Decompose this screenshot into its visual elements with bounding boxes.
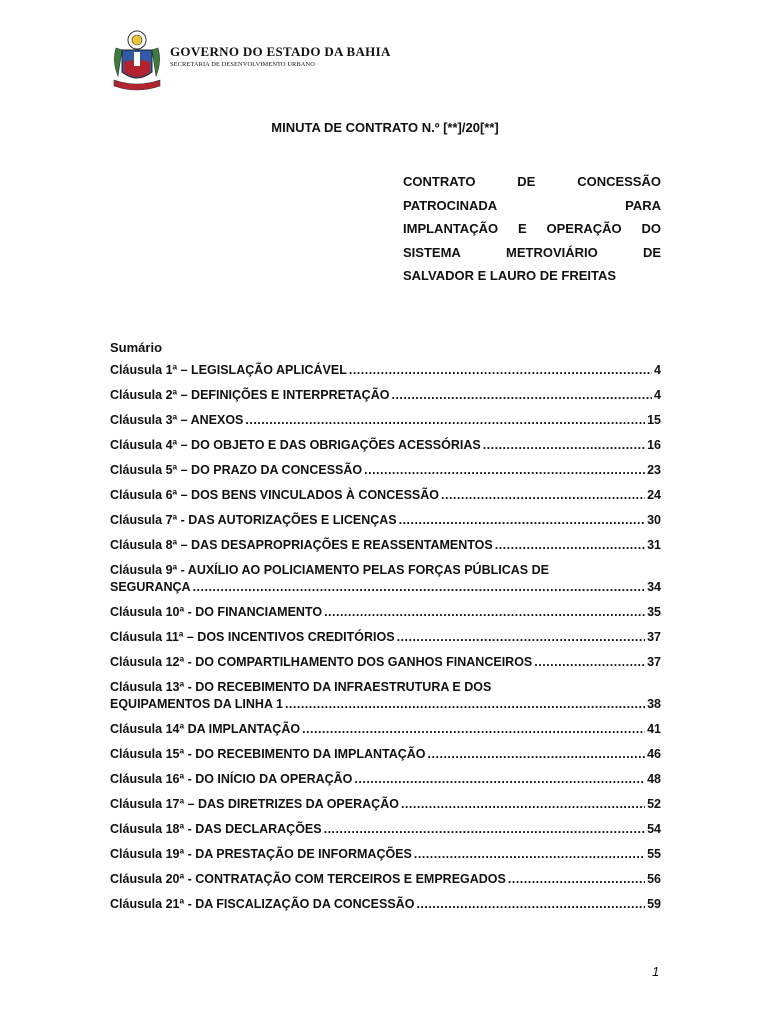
government-name: GOVERNO DO ESTADO DA BAHIA	[170, 44, 391, 59]
toc-entry[interactable]	[110, 629, 661, 646]
toc-entry-row	[110, 412, 661, 429]
toc-dot-leader	[397, 629, 646, 646]
subject-word: CONTRATO	[403, 174, 476, 189]
toc-entry-row	[110, 462, 661, 479]
toc-dot-leader	[324, 604, 645, 621]
toc-entry-title-line: Cláusula 9ª - AUXÍLIO AO POLICIAMENTO PELAS FORÇAS PÚBLICAS DE	[110, 563, 549, 577]
toc-entry[interactable]	[110, 746, 661, 763]
toc-dot-leader	[483, 437, 645, 454]
toc-entry[interactable]	[110, 771, 661, 788]
toc-entry-title: Cláusula 21ª - DA FISCALIZAÇÃO DA CONCESSÃO	[110, 897, 415, 911]
toc-entry-title: EQUIPAMENTOS DA LINHA 1	[110, 697, 283, 711]
toc-entry-page: 30	[647, 513, 661, 527]
subject-line	[403, 194, 661, 218]
toc-entry-page: 55	[647, 847, 661, 861]
toc-dot-leader	[349, 362, 652, 379]
toc-dot-leader	[285, 696, 645, 713]
toc-entry-title: Cláusula 1ª – LEGISLAÇÃO APLICÁVEL	[110, 363, 347, 377]
toc-dot-leader	[399, 512, 645, 529]
subject-word: CONCESSÃO	[577, 174, 661, 189]
toc-entry-title: Cláusula 10ª - DO FINANCIAMENTO	[110, 605, 323, 619]
toc-entry[interactable]	[110, 562, 661, 596]
toc-entry[interactable]	[110, 846, 661, 863]
toc-entry-title: Cláusula 18ª - DAS DECLARAÇÕES	[110, 822, 322, 836]
subject-word: SISTEMA	[403, 244, 461, 260]
toc-entry-row	[110, 871, 661, 888]
toc-entry-title: Cláusula 19ª - DA PRESTAÇÃO DE INFORMAÇÕES	[110, 847, 412, 861]
toc-entry[interactable]	[110, 821, 661, 838]
toc-dot-leader	[416, 896, 645, 913]
subject-word: E	[517, 221, 527, 236]
subject-line	[403, 241, 661, 265]
toc-dot-leader	[193, 579, 646, 596]
toc-entry[interactable]	[110, 512, 661, 529]
toc-entry-title: Cláusula 4ª – DO OBJETO E DAS OBRIGAÇÕES ACESSÓRIAS	[110, 438, 481, 452]
toc-entry-page: 31	[647, 538, 661, 552]
toc-dot-leader	[441, 487, 645, 504]
toc-entry-page: 35	[647, 605, 661, 619]
toc-entry-row	[110, 537, 661, 554]
toc-entry[interactable]	[110, 412, 661, 429]
toc-entry-row	[110, 746, 661, 763]
subject-word: PATROCINADA	[403, 197, 498, 213]
toc-dot-leader	[508, 871, 645, 888]
toc-entry-title: Cláusula 17ª – DAS DIRETRIZES DA OPERAÇÃO	[110, 797, 399, 811]
toc-entry-page: 46	[647, 747, 661, 761]
toc-entry-row	[110, 512, 661, 529]
toc-entry-row	[110, 387, 661, 404]
toc-entry[interactable]	[110, 721, 661, 738]
table-of-contents	[110, 362, 661, 921]
toc-entry[interactable]	[110, 604, 661, 621]
toc-entry-page: 48	[647, 772, 661, 786]
toc-dot-leader	[354, 771, 645, 788]
toc-entry-page: 23	[647, 463, 661, 477]
toc-entry-title: Cláusula 20ª - CONTRATAÇÃO COM TERCEIROS E EMPREGADOS	[110, 872, 506, 886]
toc-entry-title: Cláusula 5ª – DO PRAZO DA CONCESSÃO	[110, 463, 363, 477]
toc-dot-leader	[245, 412, 645, 429]
toc-entry-row	[110, 771, 661, 788]
subject-word: IMPLANTAÇÃO	[403, 221, 499, 236]
subject-word: SALVADOR E LAURO DE FREITAS	[403, 268, 617, 283]
toc-entry-title: Cláusula 3ª – ANEXOS	[110, 413, 244, 427]
toc-entry-row	[110, 721, 661, 738]
toc-entry-title: SEGURANÇA	[110, 580, 191, 594]
toc-entry[interactable]	[110, 387, 661, 404]
subject-word: DE	[642, 244, 661, 260]
department-name: SECRETARIA DE DESENVOLVIMENTO URBANO	[170, 61, 315, 68]
toc-heading: Sumário	[110, 340, 163, 355]
toc-entry-row	[110, 437, 661, 454]
toc-entry[interactable]	[110, 462, 661, 479]
toc-entry-page: 37	[647, 630, 661, 644]
toc-entry-row	[110, 604, 661, 621]
toc-entry-page: 38	[647, 697, 661, 711]
subject-line	[403, 264, 661, 288]
toc-entry-row	[110, 629, 661, 646]
toc-entry[interactable]	[110, 896, 661, 913]
document-title: MINUTA DE CONTRATO N.º [**]/20[**]	[271, 120, 499, 135]
toc-dot-leader	[391, 387, 652, 404]
toc-entry-page: 4	[654, 388, 661, 402]
toc-dot-leader	[401, 796, 645, 813]
toc-dot-leader	[364, 462, 645, 479]
toc-entry[interactable]	[110, 796, 661, 813]
toc-entry-title: Cláusula 16ª - DO INÍCIO DA OPERAÇÃO	[110, 772, 353, 786]
toc-entry-row	[110, 362, 661, 379]
toc-entry-row	[110, 796, 661, 813]
toc-entry[interactable]	[110, 871, 661, 888]
page-number: 1	[652, 964, 660, 979]
toc-entry-page: 37	[647, 655, 661, 669]
toc-entry-page: 15	[647, 413, 661, 427]
toc-entry[interactable]	[110, 437, 661, 454]
subject-word: METROVIÁRIO	[506, 244, 598, 260]
toc-entry[interactable]	[110, 679, 661, 713]
toc-entry-row	[110, 487, 661, 504]
toc-entry-row	[110, 821, 661, 838]
toc-entry-title: Cláusula 14ª DA IMPLANTAÇÃO	[110, 722, 301, 736]
toc-entry-title: Cláusula 12ª - DO COMPARTILHAMENTO DOS GANHOS FINANCEIROS	[110, 655, 533, 669]
subject-word: DE	[517, 174, 536, 189]
toc-entry-title-line: Cláusula 13ª - DO RECEBIMENTO DA INFRAESTRUTURA E DOS	[110, 680, 492, 694]
subject-line	[403, 217, 661, 241]
toc-dot-leader	[428, 746, 646, 763]
toc-entry-page: 34	[647, 580, 661, 594]
toc-entry-page: 56	[647, 872, 661, 886]
toc-entry-row	[110, 696, 661, 713]
toc-entry-row	[110, 896, 661, 913]
subject-word: PARA	[625, 197, 661, 213]
toc-entry-page: 52	[647, 797, 661, 811]
toc-entry-page: 4	[654, 363, 661, 377]
toc-dot-leader	[302, 721, 645, 738]
contract-subject	[403, 170, 661, 288]
toc-entry[interactable]	[110, 654, 661, 671]
toc-entry-row	[110, 579, 661, 596]
subject-word: OPERAÇÃO	[546, 221, 622, 236]
toc-entry-page: 16	[647, 438, 661, 452]
toc-entry-title: Cláusula 11ª – DOS INCENTIVOS CREDITÓRIOS	[110, 630, 395, 644]
page-header	[108, 28, 391, 98]
toc-dot-leader	[534, 654, 645, 671]
toc-entry[interactable]	[110, 362, 661, 379]
toc-entry-page: 41	[647, 722, 661, 736]
toc-entry-page: 24	[647, 488, 661, 502]
toc-dot-leader	[414, 846, 645, 863]
toc-entry-row	[110, 846, 661, 863]
toc-entry-page: 54	[647, 822, 661, 836]
toc-entry-title: Cláusula 15ª - DO RECEBIMENTO DA IMPLANTAÇÃO	[110, 747, 426, 761]
toc-entry[interactable]	[110, 537, 661, 554]
toc-entry-title: Cláusula 8ª – DAS DESAPROPRIAÇÕES E REASSENTAMENTOS	[110, 538, 493, 552]
state-coat-of-arms-icon	[108, 28, 166, 96]
subject-line	[403, 170, 661, 194]
toc-entry-row	[110, 654, 661, 671]
toc-entry-page: 59	[647, 897, 661, 911]
toc-entry-title: Cláusula 6ª – DOS BENS VINCULADOS À CONCESSÃO	[110, 488, 439, 502]
toc-entry-title: Cláusula 7ª - DAS AUTORIZAÇÕES E LICENÇAS	[110, 513, 397, 527]
toc-entry[interactable]	[110, 487, 661, 504]
toc-entry-title: Cláusula 2ª – DEFINIÇÕES E INTERPRETAÇÃO	[110, 388, 390, 402]
toc-dot-leader	[495, 537, 645, 554]
toc-dot-leader	[324, 821, 645, 838]
subject-word: DO	[641, 221, 661, 236]
